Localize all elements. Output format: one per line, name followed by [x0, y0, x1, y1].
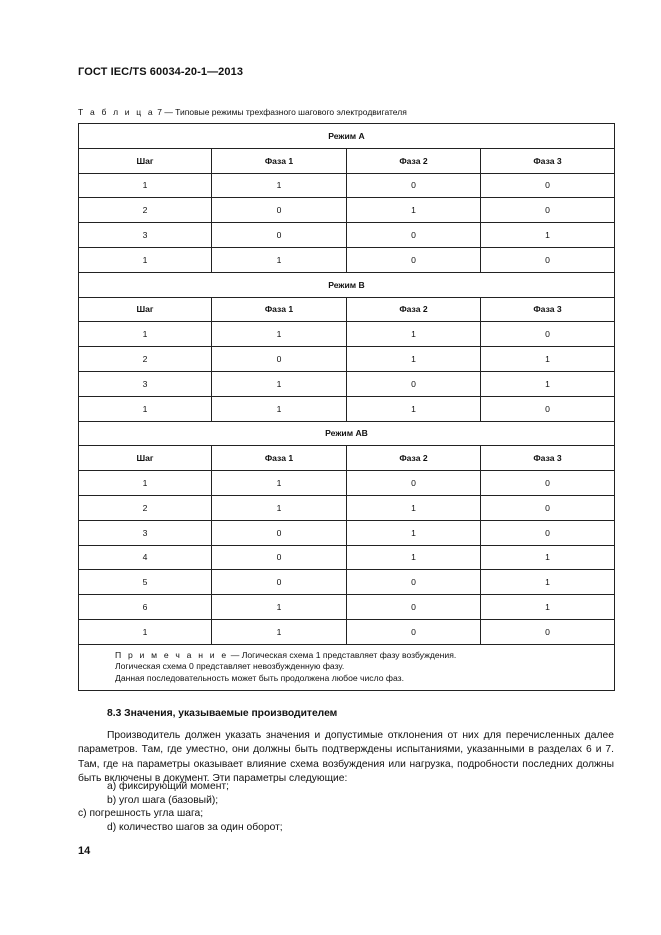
list-item-b: b) угол шага (базовый); — [107, 794, 219, 806]
column-header: Фаза 3 — [481, 148, 615, 173]
table-cell: 1 — [212, 247, 347, 272]
note-label: П р и м е ч а н и е — [115, 649, 229, 660]
table-row — [79, 247, 615, 272]
table-cell: 0 — [481, 471, 615, 496]
table-cell: 2 — [79, 347, 212, 372]
table-cell: 1 — [481, 347, 615, 372]
table-cell: 1 — [212, 371, 347, 396]
table-row — [79, 570, 615, 595]
table-cell: 1 — [347, 322, 481, 347]
table-cell: 1 — [481, 595, 615, 620]
table-cell: 1 — [347, 495, 481, 520]
table-cell: 2 — [79, 495, 212, 520]
column-header: Фаза 2 — [347, 446, 481, 471]
table-cell: 1 — [212, 322, 347, 347]
table-cell: 1 — [79, 471, 212, 496]
table-cell: 3 — [79, 223, 212, 248]
table-cell: 0 — [481, 198, 615, 223]
table-row — [79, 520, 615, 545]
table-row — [79, 322, 615, 347]
table-note-row — [79, 644, 615, 690]
table-cell: 0 — [212, 223, 347, 248]
table-cell: 1 — [481, 223, 615, 248]
table-cell: 0 — [347, 471, 481, 496]
table-cell: 0 — [347, 247, 481, 272]
list-item-d: d) количество шагов за один оборот; — [107, 821, 283, 833]
table-caption-text: 7 — Типовые режимы трехфазного шагового электродвигателя — [154, 107, 407, 117]
document-header: ГОСТ IEC/TS 60034-20-1—2013 — [78, 66, 244, 78]
table-note — [79, 644, 615, 690]
list-item-c: c) погрешность угла шага; — [78, 808, 204, 820]
table-cell: 2 — [79, 198, 212, 223]
table-cell: 0 — [212, 198, 347, 223]
table-row — [79, 198, 615, 223]
table-cell: 0 — [212, 545, 347, 570]
table-cell: 1 — [79, 619, 212, 644]
table-cell: 0 — [481, 396, 615, 421]
column-header: Шаг — [79, 297, 212, 322]
column-header: Шаг — [79, 148, 212, 173]
column-header-row — [79, 297, 615, 322]
table-cell: 1 — [481, 545, 615, 570]
table-cell: 0 — [347, 223, 481, 248]
table-caption-label: Т а б л и ц а — [78, 107, 155, 117]
table-cell: 1 — [481, 371, 615, 396]
table-cell: 1 — [481, 570, 615, 595]
table-cell: 0 — [481, 247, 615, 272]
column-header: Фаза 3 — [481, 446, 615, 471]
table-caption — [78, 107, 407, 117]
table-cell: 5 — [79, 570, 212, 595]
section-title: 8.3 Значения, указываемые производителем — [107, 708, 338, 719]
table-row — [79, 396, 615, 421]
note-line-1: — Логическая схема 1 представляет фазу возбуждения. — [228, 649, 457, 660]
table-row — [79, 495, 615, 520]
table-cell: 0 — [481, 495, 615, 520]
column-header-row — [79, 446, 615, 471]
table-row — [79, 545, 615, 570]
table-cell: 1 — [79, 173, 212, 198]
note-line-3: Данная последовательность может быть продолжена любое число фаз. — [115, 672, 404, 683]
table-cell: 0 — [347, 173, 481, 198]
table-row — [79, 619, 615, 644]
table-cell: 1 — [347, 198, 481, 223]
table-row — [79, 471, 615, 496]
table-cell: 1 — [79, 396, 212, 421]
table-cell: 1 — [212, 471, 347, 496]
column-header: Фаза 2 — [347, 297, 481, 322]
column-header: Фаза 2 — [347, 148, 481, 173]
column-header: Фаза 3 — [481, 297, 615, 322]
column-header: Фаза 1 — [212, 148, 347, 173]
table-cell: 0 — [347, 619, 481, 644]
phase-modes-table — [78, 123, 615, 691]
table-cell: 1 — [212, 396, 347, 421]
mode-title: Режим А — [79, 124, 615, 149]
parameter-list — [78, 780, 283, 834]
table-cell: 1 — [79, 322, 212, 347]
note-line-2: Логическая схема 0 представляет невозбужденную фазу. — [115, 661, 345, 672]
table-row — [79, 371, 615, 396]
column-header: Фаза 1 — [212, 446, 347, 471]
table-cell: 3 — [79, 520, 212, 545]
table-row — [79, 173, 615, 198]
mode-title: Режим В — [79, 272, 615, 297]
mode-row — [79, 421, 615, 446]
mode-row — [79, 124, 615, 149]
table-row — [79, 347, 615, 372]
table-cell: 1 — [212, 495, 347, 520]
table-cell: 1 — [347, 347, 481, 372]
body-paragraph — [78, 729, 614, 787]
table-cell: 0 — [481, 619, 615, 644]
table-cell: 0 — [347, 371, 481, 396]
mode-title: Режим АВ — [79, 421, 615, 446]
page-number: 14 — [78, 845, 91, 857]
column-header: Фаза 1 — [212, 297, 347, 322]
table-cell: 1 — [212, 619, 347, 644]
table-row — [79, 595, 615, 620]
table-cell: 0 — [481, 322, 615, 347]
table-row — [79, 223, 615, 248]
table-cell: 0 — [347, 595, 481, 620]
table-cell: 0 — [481, 173, 615, 198]
list-item-a: a) фиксирующий момент; — [107, 781, 229, 792]
column-header: Шаг — [79, 446, 212, 471]
table-cell: 0 — [212, 347, 347, 372]
table-cell: 1 — [79, 247, 212, 272]
table-cell: 1 — [212, 173, 347, 198]
table-cell: 0 — [347, 570, 481, 595]
table-cell: 1 — [212, 595, 347, 620]
table-cell: 4 — [79, 545, 212, 570]
table-cell: 0 — [212, 520, 347, 545]
table-cell: 3 — [79, 371, 212, 396]
table-cell: 1 — [347, 545, 481, 570]
paragraph-text: Производитель должен указать значения и допустимые отклонения от них для перечисленных далее параметров. Там, где уместно, они должны быть подтверждены испытаниями, указанными в разделах 6 и 7. Там, где на параметры оказывает влияние схема возбуждения или нагрузка, подробности последних должны быть включены в документ. Эти параметры следующие: — [78, 730, 614, 785]
mode-row — [79, 272, 615, 297]
table-cell: 6 — [79, 595, 212, 620]
table-cell: 1 — [347, 396, 481, 421]
table-cell: 1 — [347, 520, 481, 545]
table-cell: 0 — [481, 520, 615, 545]
column-header-row — [79, 148, 615, 173]
table-cell: 0 — [212, 570, 347, 595]
